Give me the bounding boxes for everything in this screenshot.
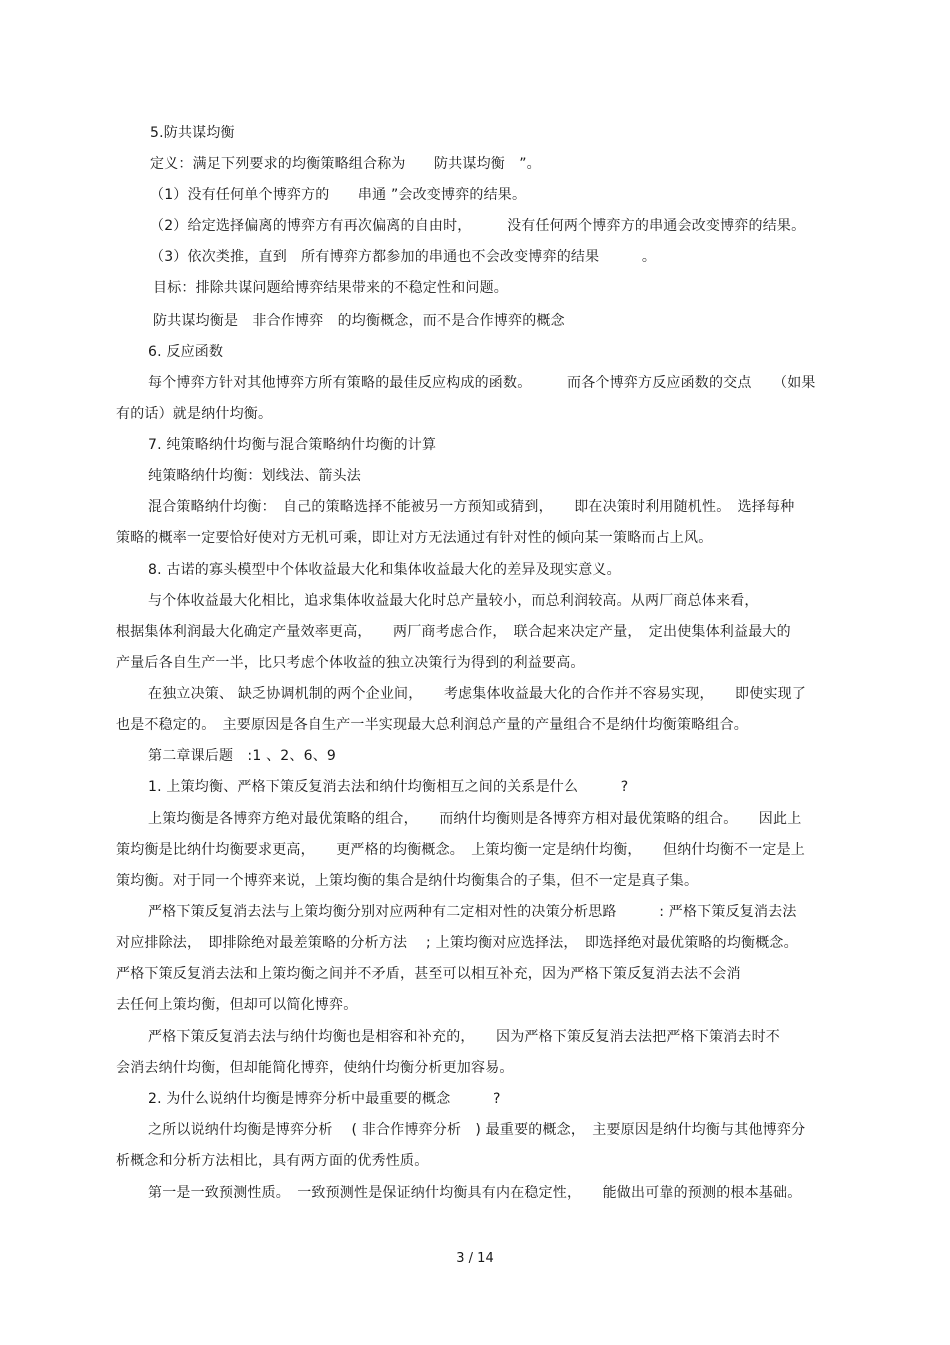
paragraph-line: 析概念和分析方法相比，具有两方面的优秀性质。 (116, 1153, 429, 1169)
paragraph-line: 纯策略纳什均衡：划线法、箭头法 (148, 468, 361, 484)
section-heading: 8. 古诺的寡头模型中个体收益最大化和集体收益最大化的差异及现实意义。 (148, 562, 621, 578)
section-heading: 7. 纯策略纳什均衡与混合策略纳什均衡的计算 (148, 437, 437, 453)
paragraph-line: 严格下策反复消去法和上策均衡之间并不矛盾，甚至可以相互补充，因为严格下策反复消去法不会消 (116, 966, 741, 982)
paragraph-line: 根据集体利润最大化确定产量效率更高， 两厂商考虑合作， 联合起来决定产量， 定出使集体利益最大的 (116, 624, 791, 640)
paragraph-line: 对应排除法， 即排除绝对最差策略的分析方法 ; 上策均衡对应选择法， 即选择绝对最优策略的均衡概念。 (116, 935, 798, 951)
paragraph-line: 也是不稳定的。 主要原因是各自生产一半实现最大总利润总产量的产量组合不是纳什均衡策略组合。 (116, 717, 748, 733)
section-heading: 6. 反应函数 (148, 344, 224, 360)
paragraph-line: 每个博弈方针对其他博弈方所有策略的最佳反应构成的函数。 而各个博弈方反应函数的交点 （如果 (148, 375, 816, 391)
paragraph-line: 之所以说纳什均衡是博弈分析 ( 非合作博弈分析 ) 最重要的概念， 主要原因是纳什均衡与其他博弈分 (148, 1122, 806, 1138)
paragraph-line: 定义：满足下列要求的均衡策略组合称为 防共谋均衡 ”。 (150, 156, 541, 172)
paragraph-line: 去任何上策均衡，但却可以简化博弈。 (116, 997, 358, 1013)
section-heading: 5.防共谋均衡 (150, 125, 235, 141)
page-number: 3 / 14 (456, 1251, 494, 1266)
paragraph-line: 严格下策反复消去法与纳什均衡也是相容和补充的， 因为严格下策反复消去法把严格下策消去时不 (148, 1029, 780, 1045)
section-heading: 第二章课后题 :1 、2、6、9 (148, 748, 336, 764)
paragraph-line: 产量后各自生产一半，比只考虑个体收益的独立决策行为得到的利益要高。 (116, 655, 585, 671)
paragraph-line: 策略的概率一定要恰好使对方无机可乘，即让对方无法通过有针对性的倾向某一策略而占上风。 (116, 530, 713, 546)
paragraph-line: 与个体收益最大化相比，追求集体收益最大化时总产量较小，而总利润较高。从两厂商总体来看， (148, 593, 759, 609)
paragraph-line: 有的话）就是纳什均衡。 (116, 406, 273, 422)
question-heading: 1. 上策均衡、严格下策反复消去法和纳什均衡相互之间的关系是什么 ? (148, 779, 629, 795)
paragraph-line: 目标：排除共谋问题给博弈结果带来的不稳定性和问题。 (153, 280, 508, 296)
question-heading: 2. 为什么说纳什均衡是博弈分析中最重要的概念 ? (148, 1091, 501, 1107)
paragraph-line: 严格下策反复消去法与上策均衡分别对应两种有二定相对性的决策分析思路 : 严格下策反复消去法 (148, 904, 797, 920)
paragraph-line: 混合策略纳什均衡： 自己的策略选择不能被另一方预知或猜到， 即在决策时利用随机性。 选择每种 (148, 499, 795, 515)
paragraph-line: （2）给定选择偏离的博弈方有再次偏离的自由时， 没有任何两个博弈方的串通会改变博弈的结果。 (150, 218, 806, 234)
paragraph-line: （1）没有任何单个博弈方的 串通 ”会改变博弈的结果。 (150, 187, 527, 203)
paragraph-line: 会消去纳什均衡，但却能简化博弈，使纳什均衡分析更加容易。 (116, 1060, 514, 1076)
paragraph-line: 上策均衡是各博弈方绝对最优策略的组合， 而纳什均衡则是各博弈方相对最优策略的组合。 因此上 (148, 811, 802, 827)
paragraph-line: 策均衡。对于同一个博弈来说，上策均衡的集合是纳什均衡集合的子集，但不一定是真子集。 (116, 873, 699, 889)
paragraph-line: 第一是一致预测性质。 一致预测性是保证纳什均衡具有内在稳定性， 能做出可靠的预测的根本基础。 (148, 1185, 802, 1201)
paragraph-line: 策均衡是比纳什均衡要求更高， 更严格的均衡概念。 上策均衡一定是纳什均衡， 但纳什均衡不一定是上 (116, 842, 805, 858)
paragraph-line: 在独立决策、 缺乏协调机制的两个企业间， 考虑集体收益最大化的合作并不容易实现， 即使实现了 (148, 686, 807, 702)
paragraph-line: 防共谋均衡是 非合作博弈 的均衡概念，而不是合作博弈的概念 (153, 313, 565, 329)
paragraph-line: （3）依次类推，直到 所有博弈方都参加的串通也不会改变博弈的结果 。 (150, 249, 657, 265)
